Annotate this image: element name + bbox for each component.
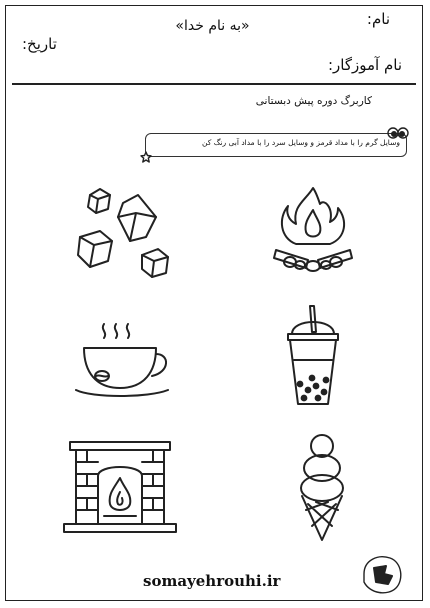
- date-label: تاریخ:: [22, 35, 57, 53]
- student-name-label: نام:: [366, 10, 390, 28]
- ice-cream-cone-illustration[interactable]: [292, 432, 352, 544]
- teacher-name-label: نام آموزگار:: [327, 56, 402, 74]
- logo-icon: [358, 552, 406, 596]
- header-divider: [12, 83, 416, 85]
- instruction-text: وسایل گرم را با مداد قرمز و وسایل سرد را با مداد آبی رنگ کن: [202, 138, 400, 147]
- iced-drink-illustration[interactable]: [278, 304, 348, 416]
- coffee-cup-illustration[interactable]: [72, 318, 182, 408]
- worksheet-subtitle: کاربرگ دوره پیش دبستانی: [255, 95, 372, 107]
- fireplace-illustration[interactable]: [60, 436, 180, 536]
- campfire-illustration[interactable]: [268, 180, 358, 280]
- footer-website[interactable]: somayehrouhi.ir: [143, 572, 281, 590]
- ice-cubes-illustration[interactable]: [68, 185, 188, 285]
- star-icon: [140, 151, 152, 163]
- page-title: «به نام خدا»: [175, 18, 250, 34]
